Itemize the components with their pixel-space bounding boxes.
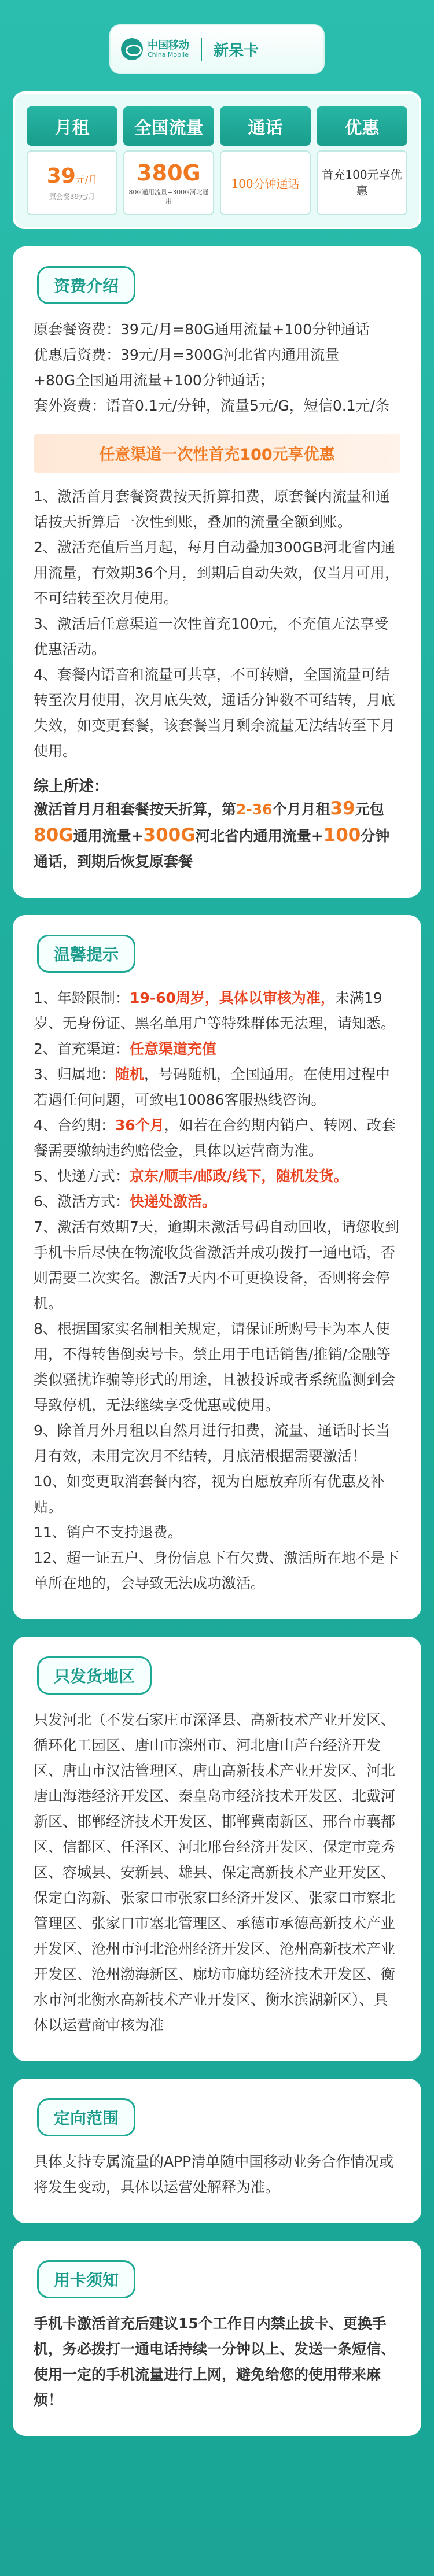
offer-text: 首充100元享优惠 [322, 168, 402, 198]
data-note: 80G通用流量+300G河北通用 [128, 189, 209, 205]
cell-calls [220, 150, 311, 215]
cell-monthly-fee [27, 150, 117, 215]
scope-text: 具体支持专属流量的APP清单随中国移动业务合作情况或将发生变动，具体以运营处解释为准。 [34, 2153, 394, 2195]
fee-line: 套外资费：语音0.1元/分钟，流量5元/G，短信0.1元/条 [34, 397, 390, 414]
tip-recharge-channel: 2、首充渠道：任意渠道充值 [34, 1040, 216, 1057]
first-recharge-highlight: 任意渠道一次性首充100元享优惠 [34, 434, 400, 473]
tips-badge: 温馨提示 [37, 935, 135, 973]
fee-line: +80G全国通用流量+100分钟通话； [34, 372, 274, 389]
fee-rule: 2、激活充值后当月起，每月自动叠加300GB河北省内通用流量，有效期36个月，到期后自动失效，仅当月可用，不可结转至次月使用。 [34, 539, 399, 607]
data-amount: 380G [137, 160, 201, 186]
scope-section [13, 2079, 421, 2223]
plan-table-header [27, 106, 407, 146]
tip-delivery: 5、快递方式：京东/顺丰/邮政/线下，随机发货。 [34, 1168, 348, 1184]
notice-section [13, 2241, 421, 2436]
china-mobile-logo-icon [121, 38, 143, 60]
cell-national-data [123, 150, 214, 215]
summary-text: 激活首月月租套餐按天折算，第2-36个月月租39元包80G通用流量+300G河北省内通用流量+100分钟通话，到期后恢复原套餐 [34, 798, 390, 870]
fee-rule: 1、激活首月套餐资费按天折算扣费，原套餐内流量和通话按天折算后一次性到账，叠加的流量全额到账。 [34, 488, 390, 530]
notice-badge: 用卡须知 [37, 2260, 135, 2298]
header-divider [201, 38, 202, 61]
head-offer: 优惠 [317, 106, 407, 146]
original-price: 原套餐39元/月 [49, 193, 95, 201]
fee-rule: 3、激活后任意渠道一次性首充100元，不充值无法享受优惠活动。 [34, 615, 389, 658]
fee-line: 原套餐资费：39元/月=80G通用流量+100分钟通话 [34, 321, 370, 338]
scope-badge: 定向范围 [37, 2098, 135, 2136]
fee-badge: 资费介绍 [37, 266, 135, 304]
tip-9: 9、除首月外月租以自然月进行扣费，流量、通话时长当月有效，未用完次月不结转，月底清根据需要激活！ [34, 1422, 390, 1464]
area-badge: 只发货地区 [37, 1656, 152, 1695]
area-section [13, 1637, 421, 2061]
tip-age: 1、年龄限制：19-60周岁，具体以审核为准，未满19岁、无身份证、黑名单用户等特殊群体无法理，请知悉。 [34, 990, 396, 1032]
tip-11: 11、销户不支持退费。 [34, 1524, 182, 1541]
logo-text-cn: 中国移动 [148, 39, 189, 51]
tip-8: 8、根据国家实名制相关规定，请保证所购号卡为本人使用，不得转售倒卖号卡。禁止用于电话销售/推销/金融等类似骚扰诈骗等形式的用途，且被投诉或者系统监测到会导致停机，无法继续享受优惠或使用。 [34, 1320, 396, 1414]
plan-table [13, 91, 421, 229]
fee-section [13, 246, 421, 898]
summary-title: 综上所述： [34, 778, 109, 795]
tips-section [13, 915, 421, 1619]
head-national-data: 全国流量 [123, 106, 214, 146]
fee-line: 优惠后资费：39元/月=300G河北省内通用流量 [34, 346, 340, 363]
product-title: 新呆卡 [214, 42, 259, 60]
head-monthly-fee: 月租 [27, 106, 117, 146]
tip-7: 7、激活有效期7天，逾期未激活号码自动回收，请您收到手机卡后尽快在物流收货省激活并成功拨打一通电话，否则需要二次实名。激活7天内不可更换设备，否则将会停机。 [34, 1219, 399, 1312]
cell-offer [317, 150, 407, 215]
china-mobile-logo [121, 38, 189, 60]
tip-activation: 6、激活方式：快递处激活。 [34, 1193, 216, 1210]
call-minutes: 100分钟通话 [231, 176, 300, 191]
tip-contract: 4、合约期：36个月，如若在合约期内销户、转网、改套餐需要缴纳违约赔偿金，具体以运营商为准。 [34, 1117, 396, 1159]
price: 39元/月 [46, 164, 98, 188]
fee-rule: 4、套餐内语音和流量可共享，不可转赠，全国流量可结转至次月使用，次月底失效，通话分钟数不可结转，月底失效，如变更套餐，该套餐当月剩余流量无法结转至下月使用。 [34, 666, 396, 759]
tip-10: 10、如变更取消套餐内容，视为自愿放弃所有优惠及补贴。 [34, 1473, 385, 1515]
head-calls: 通话 [220, 106, 311, 146]
logo-text-en: China Mobile [148, 51, 189, 58]
plan-table-body [27, 150, 407, 215]
notice-text: 手机卡激活首充后建议15个工作日内禁止拔卡、更换手机，务必拨打一通电话持续一分钟以上、发送一条短信、使用一定的手机流量进行上网，避免给您的使用带来麻烦！ [34, 2315, 396, 2408]
tip-location: 3、归属地：随机，号码随机，全国通用。在使用过程中若遇任何问题，可致电10086客服热线咨询。 [34, 1066, 390, 1108]
tip-12: 12、超一证五户、身份信息下有欠费、激活所在地不是下单所在地的，会导致无法成功激活。 [34, 1549, 399, 1592]
area-text: 只发河北（不发石家庄市深泽县、高新技术产业开发区、循环化工园区、唐山市滦州市、河北唐山芦台经济开发区、唐山市汉沽管理区、唐山高新技术产业开发区、河北唐山海港经济开发区、秦皇岛市经济技术开发区、北戴河新区、邯郸经济技术开发区、邯郸冀南新区、邢台市襄都区、信都区、任泽区、河北邢台经济开发区、保定市竞秀区、容城县、安新县、雄县、保定高新技术产业开发区、保定白沟新、张家口市张家口经济开发区、张家口市察北管理区、张家口市塞北管理区、承德市承德高新技术产业开发区、沧州市河北沧州经济开发区、沧州高新技术产业开发区、沧州渤海新区、廊坊市廊坊经济技术开发区、衡水市河北衡水高新技术产业开发区、衡水滨湖新区）、具体以运营商审核为准 [34, 1711, 396, 2034]
header [109, 24, 325, 74]
